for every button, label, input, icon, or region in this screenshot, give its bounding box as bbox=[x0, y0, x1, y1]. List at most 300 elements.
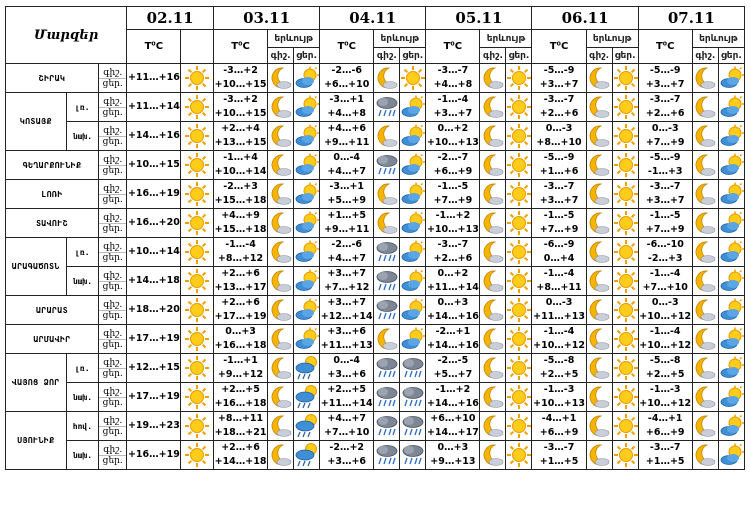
day-temp: +6…+9 bbox=[539, 427, 579, 438]
night-temp: +2…+4 bbox=[221, 123, 260, 134]
region-name: ԼՈՌԻ bbox=[6, 180, 99, 209]
cloudsun-icon bbox=[718, 383, 744, 412]
day-temp: +10…+12 bbox=[639, 398, 692, 409]
sun-icon bbox=[612, 412, 638, 441]
date-header: 06.11 bbox=[532, 7, 638, 30]
night-day-label bbox=[99, 93, 127, 122]
moon-icon bbox=[692, 238, 718, 267]
temp-cell bbox=[320, 383, 374, 412]
day-temp: +3…+7 bbox=[645, 79, 685, 90]
forecast-table bbox=[5, 6, 745, 470]
night-temp: -5…-9 bbox=[543, 65, 575, 76]
forecast-row bbox=[6, 180, 745, 209]
night-temp: -1…-5 bbox=[437, 181, 469, 192]
sun-icon bbox=[612, 354, 638, 383]
temp-cell bbox=[532, 267, 586, 296]
rain-icon bbox=[374, 93, 400, 122]
night-temp: 0…+3 bbox=[225, 326, 256, 337]
night-temp: -1…-5 bbox=[649, 210, 681, 221]
night-temp: -1…-4 bbox=[437, 94, 469, 105]
day-temp: +15…+18 bbox=[214, 195, 267, 206]
temp-cell bbox=[638, 64, 692, 93]
temp-cell: +19…+23 bbox=[127, 412, 181, 441]
day-temp: +11…+13 bbox=[320, 340, 373, 351]
day-label: ցեր. bbox=[102, 281, 123, 292]
night-temp: -1…-4 bbox=[649, 326, 681, 337]
cloudsun-icon bbox=[400, 296, 426, 325]
day-temp: +11…+14 bbox=[320, 398, 373, 409]
moon-icon bbox=[480, 412, 506, 441]
sun-icon bbox=[181, 180, 214, 209]
date-header: 02.11 bbox=[127, 7, 214, 30]
temp-cell bbox=[638, 93, 692, 122]
temp-cell: +12…+15 bbox=[127, 354, 181, 383]
day-temp: +11…+13 bbox=[533, 311, 585, 322]
moon-icon bbox=[268, 325, 294, 354]
cloudsun-icon bbox=[400, 122, 426, 151]
sun-icon bbox=[506, 354, 532, 383]
temp-cell bbox=[426, 151, 480, 180]
rain-icon bbox=[400, 354, 426, 383]
phenom-header: երևույթ bbox=[586, 30, 638, 48]
sun-icon bbox=[506, 151, 532, 180]
moon-icon bbox=[586, 209, 612, 238]
forecast-row bbox=[6, 296, 745, 325]
moon-icon bbox=[374, 209, 400, 238]
temp-cell bbox=[426, 383, 480, 412]
sun-icon bbox=[612, 441, 638, 470]
cloudsun-icon bbox=[294, 238, 320, 267]
cloudsun-icon bbox=[400, 180, 426, 209]
moon-icon bbox=[692, 64, 718, 93]
night-header: գիշ. bbox=[268, 48, 294, 64]
rain-icon bbox=[374, 296, 400, 325]
rainsun-icon bbox=[294, 441, 320, 470]
night-label: գիշ. bbox=[99, 329, 126, 340]
temp-cell bbox=[638, 238, 692, 267]
cloudsun-icon bbox=[718, 238, 744, 267]
sun-icon bbox=[181, 325, 214, 354]
cloudsun-icon bbox=[718, 93, 744, 122]
night-temp: +2…+5 bbox=[221, 384, 260, 395]
cloudsun-icon bbox=[718, 325, 744, 354]
sun-icon bbox=[612, 122, 638, 151]
night-temp: -3…-7 bbox=[543, 181, 575, 192]
night-temp: -1…+4 bbox=[223, 152, 258, 163]
cloudsun-icon bbox=[718, 122, 744, 151]
moon-icon bbox=[692, 325, 718, 354]
day-temp: +7…+9 bbox=[539, 224, 579, 235]
subregion-label: նախ. bbox=[66, 267, 98, 296]
temp-cell bbox=[426, 267, 480, 296]
moon-icon bbox=[586, 122, 612, 151]
cloudsun-icon bbox=[294, 122, 320, 151]
moon-icon bbox=[692, 209, 718, 238]
day-temp: +14…+16 bbox=[426, 311, 479, 322]
temp-cell bbox=[638, 296, 692, 325]
moon-icon bbox=[692, 383, 718, 412]
temp-cell bbox=[426, 296, 480, 325]
day-temp: +10…+13 bbox=[533, 398, 585, 409]
night-temp: -2…+1 bbox=[435, 326, 471, 337]
night-day-label bbox=[99, 64, 127, 93]
night-temp: -5…-9 bbox=[649, 152, 681, 163]
night-temp: -6…-9 bbox=[543, 239, 575, 250]
day-temp: +13…+15 bbox=[214, 137, 267, 148]
night-temp: -1…-4 bbox=[649, 268, 681, 279]
cloudsun-icon bbox=[294, 64, 320, 93]
night-temp: +2…+6 bbox=[221, 442, 260, 453]
moon-icon bbox=[480, 93, 506, 122]
cloudsun-icon bbox=[718, 180, 744, 209]
temp-cell bbox=[213, 93, 267, 122]
subregion-label: հով. bbox=[66, 412, 98, 441]
moon-icon bbox=[692, 151, 718, 180]
region-name: ԳԵՂԱՐՔՈՒՆԻՔ bbox=[6, 151, 99, 180]
rain-icon bbox=[374, 383, 400, 412]
temp-header: T⁰C bbox=[320, 30, 374, 64]
temp-cell bbox=[532, 354, 586, 383]
moon-icon bbox=[586, 412, 612, 441]
sun-icon bbox=[400, 64, 426, 93]
temp-cell bbox=[320, 64, 374, 93]
day-temp: +5…+9 bbox=[327, 195, 367, 206]
forecast-row bbox=[6, 64, 745, 93]
night-temp: +3…+7 bbox=[327, 268, 367, 279]
day-temp: +14…+16 bbox=[426, 340, 479, 351]
sun-icon bbox=[506, 122, 532, 151]
temp-cell: +10…+15 bbox=[127, 151, 181, 180]
temp-cell bbox=[213, 122, 267, 151]
day-temp: +4…+8 bbox=[327, 108, 367, 119]
forecast-row bbox=[6, 122, 745, 151]
day-temp: -2…+3 bbox=[647, 253, 683, 264]
night-temp: -2…+3 bbox=[223, 181, 258, 192]
cloudsun-icon bbox=[718, 267, 744, 296]
day-temp: +7…+10 bbox=[324, 427, 370, 438]
day-temp: +3…+6 bbox=[327, 369, 367, 380]
moon-icon bbox=[480, 122, 506, 151]
day-temp: +17…+19 bbox=[214, 311, 267, 322]
day-temp: +12…+14 bbox=[320, 311, 373, 322]
day-temp: +10…+13 bbox=[426, 224, 479, 235]
moon-icon bbox=[268, 93, 294, 122]
day-temp: +8…+12 bbox=[217, 253, 264, 264]
sun-icon bbox=[506, 209, 532, 238]
cloudsun-icon bbox=[400, 151, 426, 180]
day-temp: +8…+11 bbox=[536, 282, 582, 293]
temp-cell bbox=[213, 180, 267, 209]
date-header: 07.11 bbox=[638, 7, 744, 30]
day-label: ցեր. bbox=[102, 252, 123, 263]
night-temp: -3…-7 bbox=[437, 239, 469, 250]
temp-cell bbox=[426, 64, 480, 93]
night-temp: -2…-6 bbox=[331, 239, 363, 250]
sun-icon bbox=[506, 325, 532, 354]
day-temp: +10…+15 bbox=[214, 79, 267, 90]
moon-icon bbox=[268, 209, 294, 238]
temp-cell bbox=[320, 93, 374, 122]
day-label: ցեր. bbox=[102, 426, 123, 437]
night-day-label bbox=[99, 209, 127, 238]
day-label: ցեր. bbox=[102, 368, 123, 379]
day-temp: 0…+4 bbox=[543, 253, 575, 264]
night-temp: 0…+3 bbox=[437, 442, 469, 453]
moon-icon bbox=[268, 267, 294, 296]
temp-cell bbox=[426, 93, 480, 122]
temp-cell bbox=[638, 267, 692, 296]
day-temp: +4…+7 bbox=[327, 166, 367, 177]
region-name: ԱՐՄԱՎԻՐ bbox=[6, 325, 99, 354]
temp-header: T⁰C bbox=[638, 30, 692, 64]
sun-icon bbox=[506, 267, 532, 296]
temp-cell bbox=[638, 209, 692, 238]
day-temp: +2…+6 bbox=[539, 108, 579, 119]
night-temp: -5…-9 bbox=[649, 65, 681, 76]
rainsun-icon bbox=[294, 354, 320, 383]
temp-cell bbox=[213, 238, 267, 267]
temp-cell: +11…+14 bbox=[127, 93, 181, 122]
night-temp: +4…+7 bbox=[327, 413, 367, 424]
night-label: գիշ. bbox=[99, 300, 126, 311]
temp-cell bbox=[532, 238, 586, 267]
sun-icon bbox=[612, 209, 638, 238]
night-temp: -3…-7 bbox=[649, 442, 681, 453]
temp-cell bbox=[638, 325, 692, 354]
forecast-row bbox=[6, 151, 745, 180]
temp-cell: +16…+20 bbox=[127, 209, 181, 238]
moon-icon bbox=[374, 122, 400, 151]
moon-icon bbox=[480, 354, 506, 383]
night-temp: 0…+2 bbox=[437, 268, 469, 279]
moon-icon bbox=[268, 122, 294, 151]
moon-icon bbox=[374, 325, 400, 354]
temp-cell bbox=[532, 441, 586, 470]
day-temp: +11…+14 bbox=[426, 282, 479, 293]
day-label: ցեր. bbox=[102, 310, 123, 321]
moon-icon bbox=[268, 180, 294, 209]
day-label: ցեր. bbox=[102, 223, 123, 234]
night-label: գիշ. bbox=[99, 416, 126, 427]
temp-cell bbox=[638, 383, 692, 412]
temp-cell bbox=[426, 354, 480, 383]
day-temp: +3…+7 bbox=[539, 79, 579, 90]
moon-icon bbox=[586, 180, 612, 209]
temp-cell bbox=[213, 209, 267, 238]
day-temp: +16…+18 bbox=[214, 340, 267, 351]
moon-icon bbox=[692, 267, 718, 296]
moon-icon bbox=[586, 354, 612, 383]
region-name: ՏԱՎՈՒՇ bbox=[6, 209, 99, 238]
temp-cell: +16…+19 bbox=[127, 441, 181, 470]
night-temp: -5…-9 bbox=[543, 152, 575, 163]
cloudsun-icon bbox=[718, 209, 744, 238]
night-label: գիշ. bbox=[99, 184, 126, 195]
temp-cell bbox=[213, 151, 267, 180]
temp-cell: +18…+20 bbox=[127, 296, 181, 325]
night-label: գիշ. bbox=[99, 213, 126, 224]
forecast-row bbox=[6, 238, 745, 267]
temp-header: T⁰C bbox=[426, 30, 480, 64]
night-label: գիշ. bbox=[99, 155, 126, 166]
night-temp: +3…+6 bbox=[327, 326, 367, 337]
day-temp: +1…+5 bbox=[539, 456, 579, 467]
sun-icon bbox=[181, 122, 214, 151]
night-day-label bbox=[99, 441, 127, 470]
night-label: գիշ. bbox=[99, 242, 126, 253]
night-temp: -2…+2 bbox=[329, 442, 365, 453]
night-temp: +4…+6 bbox=[327, 123, 367, 134]
day-temp: +9…+11 bbox=[324, 137, 370, 148]
phenom-header: երևույթ bbox=[374, 30, 426, 48]
cloudsun-icon bbox=[400, 209, 426, 238]
day-temp: +3…+7 bbox=[645, 195, 685, 206]
cloudsun-icon bbox=[294, 325, 320, 354]
day-temp: +7…+9 bbox=[645, 137, 685, 148]
night-temp: +3…+7 bbox=[327, 297, 367, 308]
day-label: ցեր. bbox=[102, 455, 123, 466]
night-day-label bbox=[99, 325, 127, 354]
sun-icon bbox=[612, 64, 638, 93]
cloudsun-icon bbox=[718, 296, 744, 325]
moon-icon bbox=[586, 151, 612, 180]
night-temp: -1…-3 bbox=[543, 384, 575, 395]
rainsun-icon bbox=[294, 412, 320, 441]
day-label: ցեր. bbox=[102, 339, 123, 350]
sun-icon bbox=[506, 296, 532, 325]
sun-icon bbox=[181, 383, 214, 412]
night-day-label bbox=[99, 151, 127, 180]
sun-icon bbox=[181, 209, 214, 238]
day-label: ցեր. bbox=[102, 136, 123, 147]
day-temp: +6…+9 bbox=[433, 166, 473, 177]
temp-cell bbox=[320, 151, 374, 180]
day-temp: +1…+5 bbox=[645, 456, 685, 467]
temp-cell bbox=[532, 325, 586, 354]
cloudsun-icon bbox=[718, 412, 744, 441]
night-day-label bbox=[99, 180, 127, 209]
sun-icon bbox=[612, 296, 638, 325]
forecast-row bbox=[6, 93, 745, 122]
night-temp: 0…-3 bbox=[651, 297, 679, 308]
night-temp: +1…+5 bbox=[327, 210, 367, 221]
rain-icon bbox=[374, 238, 400, 267]
forecast-row bbox=[6, 412, 745, 441]
region-name: ԱՐԱԳԱԾՈՏՆ bbox=[6, 238, 67, 296]
moon-icon bbox=[268, 383, 294, 412]
night-temp: 0…+2 bbox=[437, 123, 469, 134]
day-temp: +14…+18 bbox=[214, 456, 267, 467]
day-label: ցեր. bbox=[102, 397, 123, 408]
moon-icon bbox=[692, 354, 718, 383]
temp-cell: +14…+16 bbox=[127, 122, 181, 151]
temp-cell bbox=[426, 238, 480, 267]
night-temp: -1…+1 bbox=[223, 355, 258, 366]
temp-cell bbox=[426, 122, 480, 151]
moon-icon bbox=[268, 64, 294, 93]
temp-cell: +11…+16 bbox=[127, 64, 181, 93]
day-temp: +2…+5 bbox=[645, 369, 685, 380]
moon-icon bbox=[480, 441, 506, 470]
sun-icon bbox=[181, 296, 214, 325]
subregion-label: նախ. bbox=[66, 383, 98, 412]
moon-icon bbox=[586, 267, 612, 296]
night-temp: -3…-7 bbox=[649, 181, 681, 192]
night-label: գիշ. bbox=[99, 445, 126, 456]
temp-cell bbox=[426, 441, 480, 470]
night-temp: -1…-4 bbox=[543, 268, 575, 279]
rainsun-icon bbox=[294, 383, 320, 412]
night-temp: +2…+6 bbox=[221, 297, 260, 308]
phenom-header-empty bbox=[181, 30, 214, 64]
day-temp: +7…+9 bbox=[645, 224, 685, 235]
moon-icon bbox=[692, 441, 718, 470]
rain-icon bbox=[400, 412, 426, 441]
temp-cell: +10…+14 bbox=[127, 238, 181, 267]
temp-header: T⁰C bbox=[213, 30, 267, 64]
moon-icon bbox=[374, 180, 400, 209]
rain-icon bbox=[374, 412, 400, 441]
temp-cell bbox=[532, 64, 586, 93]
day-label: ցեր. bbox=[102, 194, 123, 205]
moon-icon bbox=[268, 151, 294, 180]
forecast-body bbox=[6, 64, 745, 470]
sun-icon bbox=[612, 267, 638, 296]
sun-icon bbox=[506, 64, 532, 93]
night-temp: -1…-5 bbox=[543, 210, 575, 221]
temp-cell bbox=[532, 412, 586, 441]
night-day-label bbox=[99, 238, 127, 267]
moon-icon bbox=[268, 238, 294, 267]
forecast-row bbox=[6, 267, 745, 296]
night-temp: -4…+1 bbox=[541, 413, 577, 424]
day-header: ցեր. bbox=[400, 48, 426, 64]
sun-icon bbox=[181, 64, 214, 93]
cloudsun-icon bbox=[294, 93, 320, 122]
night-temp: -1…-3 bbox=[649, 384, 681, 395]
day-temp: +8…+10 bbox=[536, 137, 582, 148]
day-temp: +10…+13 bbox=[426, 137, 479, 148]
day-temp: +3…+7 bbox=[433, 108, 473, 119]
night-temp: -1…-4 bbox=[225, 239, 256, 250]
temp-cell bbox=[320, 180, 374, 209]
day-header: ցեր. bbox=[612, 48, 638, 64]
day-temp: +13…+17 bbox=[214, 282, 267, 293]
moon-icon bbox=[586, 64, 612, 93]
night-label: գիշ. bbox=[99, 387, 126, 398]
rain-icon bbox=[374, 354, 400, 383]
day-temp: +14…+17 bbox=[426, 427, 479, 438]
temp-cell bbox=[320, 122, 374, 151]
night-temp: 0…-3 bbox=[545, 297, 573, 308]
night-temp: +2…+6 bbox=[221, 268, 260, 279]
night-header: գիշ. bbox=[374, 48, 400, 64]
temp-cell bbox=[213, 267, 267, 296]
phenom-header: երևույթ bbox=[692, 30, 744, 48]
cloudsun-icon bbox=[294, 267, 320, 296]
forecast-row bbox=[6, 354, 745, 383]
region-name: ՎԱՅՈՑ ՁՈՐ bbox=[6, 354, 67, 412]
temp-cell bbox=[213, 296, 267, 325]
sun-icon bbox=[181, 412, 214, 441]
temp-cell bbox=[213, 64, 267, 93]
cloudsun-icon bbox=[718, 441, 744, 470]
moon-icon bbox=[586, 441, 612, 470]
temp-cell bbox=[638, 412, 692, 441]
day-temp: +2…+6 bbox=[645, 108, 685, 119]
night-day-label bbox=[99, 267, 127, 296]
day-temp: +4…+7 bbox=[327, 253, 367, 264]
